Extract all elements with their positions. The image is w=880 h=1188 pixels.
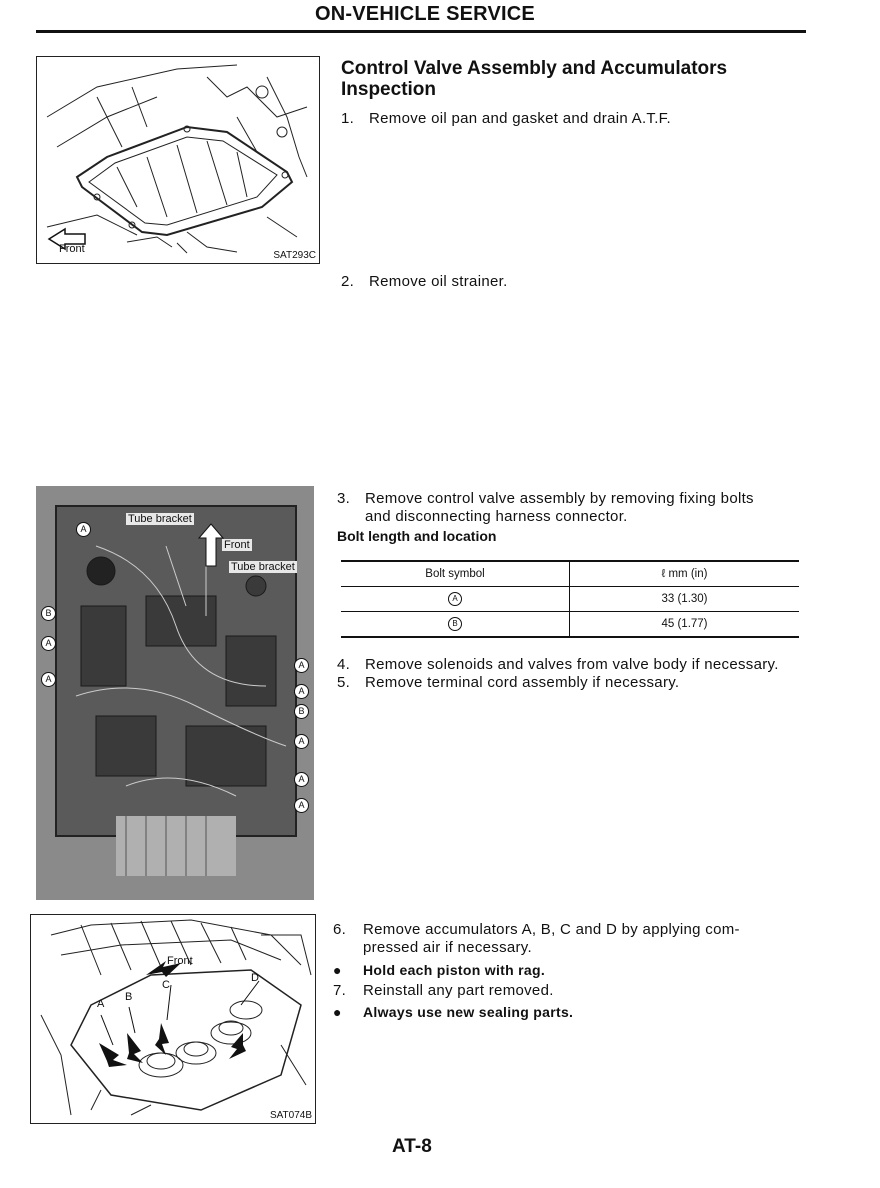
bullet: ● — [333, 1004, 342, 1020]
table-row — [341, 612, 799, 638]
figure-control-valve-photo — [36, 486, 314, 900]
step-text-line2: pressed air if necessary. — [363, 939, 532, 956]
step-text-line1: Remove accumulators A, B, C and D by applying com- — [363, 921, 740, 938]
section-title-line2: Inspection — [341, 79, 437, 100]
bolt-symbol-a: A — [448, 592, 462, 606]
step-text: Reinstall any part removed. — [363, 982, 554, 999]
callout-a: A — [41, 636, 56, 651]
step-number: 3. — [337, 490, 351, 507]
figure-code: SAT293C — [273, 250, 316, 261]
note-text: Always use new sealing parts. — [363, 1004, 574, 1020]
page-header: ON-VEHICLE SERVICE — [315, 3, 535, 25]
tube-bracket-label-1: Tube bracket — [128, 513, 192, 525]
tube-bracket-label-2: Tube bracket — [231, 561, 295, 573]
step-number: 2. — [341, 273, 355, 290]
accumulator-label-c: C — [162, 979, 170, 991]
callout-a: A — [76, 522, 91, 537]
front-label: Front — [167, 955, 193, 967]
callout-a: A — [294, 684, 309, 699]
accumulators-illustration — [31, 915, 315, 1123]
callout-a: A — [294, 772, 309, 787]
accumulator-label-d: D — [251, 972, 259, 984]
callout-a: A — [41, 672, 56, 687]
figure-oil-pan — [36, 56, 320, 264]
accumulator-label-b: B — [125, 991, 133, 1003]
bolt-table-title: Bolt length and location — [337, 528, 497, 544]
bullet: ● — [333, 962, 342, 978]
page-number: AT-8 — [392, 1136, 432, 1157]
oil-pan-illustration — [37, 57, 319, 263]
step-text: Remove oil strainer. — [369, 273, 508, 290]
step-text-line2: and disconnecting harness connector. — [365, 508, 628, 525]
control-valve-photo-illustration — [36, 486, 314, 900]
header-rule — [36, 30, 806, 33]
column-header-symbol: Bolt symbol — [341, 561, 570, 587]
step-number: 6. — [333, 921, 347, 938]
callout-b: B — [294, 704, 309, 719]
section-title — [341, 58, 781, 100]
figure-code: SAT074B — [269, 1110, 312, 1121]
bolt-length: 33 (1.30) — [570, 587, 800, 612]
bolt-symbol-b: B — [448, 617, 462, 631]
front-label: Front — [224, 539, 250, 551]
step-text: Remove oil pan and gasket and drain A.T.F. — [369, 110, 671, 127]
step-text-line1: Remove control valve assembly by removing fixing bolts — [365, 490, 754, 507]
step-text: Remove solenoids and valves from valve body if necessary. — [365, 656, 779, 673]
step-number: 7. — [333, 982, 347, 999]
figure-accumulators — [30, 914, 316, 1124]
step-number: 1. — [341, 110, 355, 127]
table-header-row — [341, 561, 799, 587]
step-number: 4. — [337, 656, 351, 673]
section-title-line1: Control Valve Assembly and Accumulators — [341, 58, 728, 79]
accumulator-label-a: A — [97, 998, 105, 1010]
front-label: Front — [59, 243, 85, 255]
callout-a: A — [294, 734, 309, 749]
callout-b: B — [41, 606, 56, 621]
table-row — [341, 587, 799, 612]
bolt-table — [341, 560, 799, 638]
callout-a: A — [294, 798, 309, 813]
step-number: 5. — [337, 674, 351, 691]
note-text: Hold each piston with rag. — [363, 962, 546, 978]
column-header-length: ℓ mm (in) — [570, 561, 800, 587]
step-text: Remove terminal cord assembly if necessary. — [365, 674, 680, 691]
bolt-length: 45 (1.77) — [570, 612, 800, 638]
callout-a: A — [294, 658, 309, 673]
